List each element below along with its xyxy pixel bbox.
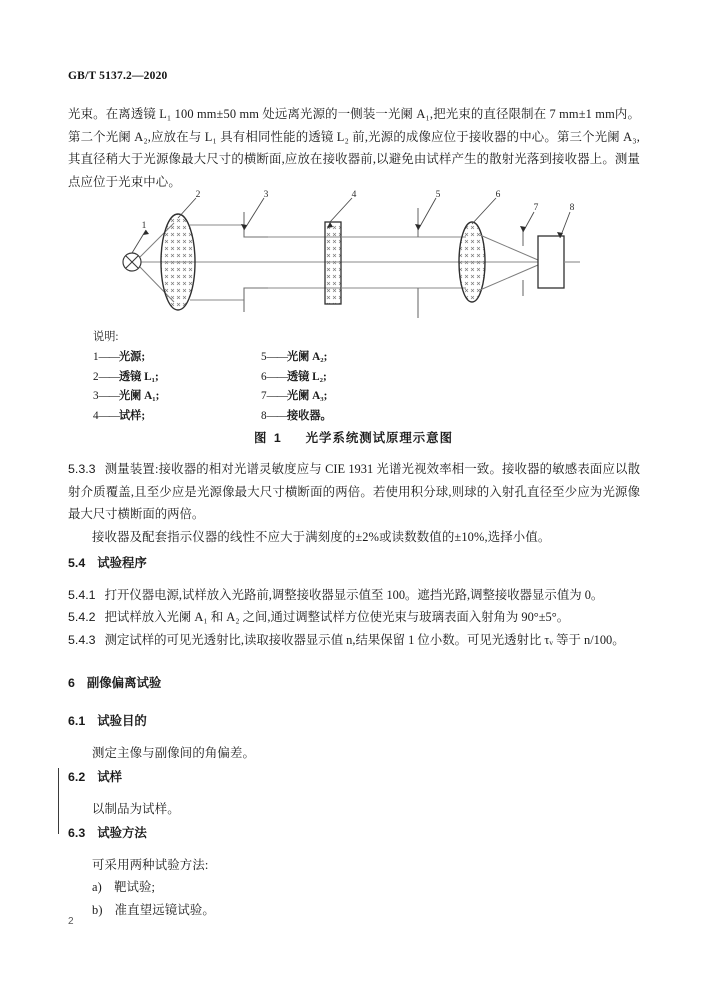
section-6-3-body: 可采用两种试验方法: — [92, 857, 209, 872]
section-6-number: 6 — [68, 676, 75, 690]
figure-caption-title: 光学系统测试原理示意图 — [305, 431, 453, 445]
legend-item-8: 8——接收器。 — [261, 409, 332, 422]
section-6-2-number: 6.2 — [68, 770, 86, 784]
section-5-3-3-number: 5.3.3 — [68, 462, 96, 476]
section-6-heading — [68, 672, 640, 695]
intro-paragraph: 光束。在离透镜 L₁ 100 mm±50 mm 处远离光源的一侧装一光阑 A₁,把光束的直径限制在 7 mm±1 mm内。第二个光阑 A₂,应放在与 L₁ 具有相同性能的透镜 L₂ 前,光源的成像应位于接收器的中心。第三个光阑 A₃,其直径稍大于光源像最大尺寸的横断面,应放在接收器前,以避免由试样产生的散射光落到接收器上。测量点应位于光束中心。 — [68, 107, 640, 189]
section-6-title: 副像偏离试验 — [86, 676, 162, 690]
figure-legend — [93, 328, 593, 426]
lens-l1-symbol — [161, 214, 195, 310]
callout-6: 6 — [495, 190, 501, 200]
standard-number: GB/T 5137.2—2020 — [68, 70, 168, 82]
legend-title: 说明: — [93, 331, 119, 343]
legend-item-3: 3——光阑 A₁; — [93, 390, 160, 403]
section-5-3-3-para2: 接收器及配套指示仪器的线性不应大于满刻度的±2%或读数数值的±10%,选择小值。 — [92, 529, 551, 544]
section-5-3-3 — [68, 458, 640, 548]
detector-symbol — [538, 236, 564, 288]
legend-item-5: 5——光阑 A₂; — [261, 351, 328, 364]
section-6-3-heading — [68, 822, 640, 845]
legend-item-2: 2——透镜 L₁; — [93, 370, 159, 383]
section-5-4-1 — [68, 584, 640, 607]
callout-1: 1 — [141, 221, 147, 231]
callout-5: 5 — [435, 190, 441, 200]
page-number: 2 — [68, 916, 74, 927]
section-6-3-number: 6.3 — [68, 826, 86, 840]
list-marker-a: a) — [92, 880, 102, 895]
section-5-4-1-text: 打开仪器电源,试样放入光路前,调整接收器显示值至 100。遮挡光路,调整接收器显示值为 0。 — [104, 587, 604, 602]
list-text-b: 准直望远镜试验。 — [114, 902, 215, 917]
intro-block — [68, 103, 640, 193]
figure-caption-number: 图 1 — [254, 431, 283, 445]
sample-symbol — [325, 222, 341, 304]
callout-2: 2 — [195, 190, 201, 200]
legend-item-1: 1——光源; — [93, 351, 146, 364]
legend-item-4: 4——试样; — [93, 409, 146, 422]
section-5-4-heading — [68, 552, 640, 575]
callout-7: 7 — [533, 203, 539, 213]
section-5-4-2-number: 5.4.2 — [68, 610, 96, 625]
section-6-2-heading — [68, 766, 640, 789]
light-source-symbol — [123, 253, 141, 271]
page-header — [68, 70, 167, 82]
list-marker-b: b) — [92, 902, 103, 917]
optical-system-schematic — [68, 190, 640, 330]
section-6-1-number: 6.1 — [68, 714, 86, 728]
list-item-b — [68, 899, 640, 922]
list-text-a: 靶试验; — [113, 880, 156, 895]
section-5-4-3-number: 5.4.3 — [68, 632, 96, 647]
section-6-2-body: 以制品为试样。 — [92, 801, 180, 816]
section-6-1-title: 试验目的 — [97, 714, 147, 728]
callout-8: 8 — [569, 203, 575, 213]
legend-item-7: 7——光阑 A₃; — [261, 390, 328, 403]
section-6-1 — [68, 710, 640, 764]
revision-change-bar — [58, 768, 59, 834]
section-6-3-title: 试验方法 — [97, 826, 147, 840]
section-5-4-1-number: 5.4.1 — [68, 587, 96, 602]
section-5-4-2-text: 把试样放入光阑 A₁ 和 A₂ 之间,通过调整试样方位使光束与玻璃表面入射角为 90°±5°。 — [104, 610, 570, 625]
section-6-1-heading — [68, 710, 640, 733]
section-5-4-3 — [68, 629, 640, 652]
figure-1-diagram — [68, 190, 640, 330]
section-5-4-3-text: 测定试样的可见光透射比,读取接收器显示值 n,结果保留 1 位小数。可见光透射比 τᵥ 等于 n/100。 — [104, 632, 625, 647]
section-5-4-2 — [68, 606, 640, 629]
legend-item-6: 6——透镜 L₂; — [261, 370, 327, 383]
list-item-a — [68, 876, 640, 899]
section-6-1-body: 测定主像与副像间的角偏差。 — [92, 745, 256, 760]
callout-4: 4 — [351, 190, 357, 200]
callout-3: 3 — [263, 190, 269, 200]
figure-caption — [0, 428, 707, 446]
section-5-4-number: 5.4 — [68, 556, 86, 570]
section-5-3-3-text: 测量装置:接收器的相对光谱灵敏度应与 CIE 1931 光谱光视效率相一致。接收器的敏感表面应以散射介质覆盖,且至少应是光源像最大尺寸横断面的两倍。若使用积分球,则球的入射孔直径至少应为光源像最大尺寸横断面的两倍。 — [68, 462, 640, 522]
section-6-3 — [68, 822, 640, 921]
section-5-4 — [68, 552, 640, 651]
section-6 — [68, 672, 640, 695]
section-5-3-3-body — [68, 458, 640, 526]
section-6-2-title: 试样 — [97, 770, 123, 784]
section-5-4-title: 试验程序 — [97, 556, 147, 570]
section-6-2 — [68, 766, 640, 820]
